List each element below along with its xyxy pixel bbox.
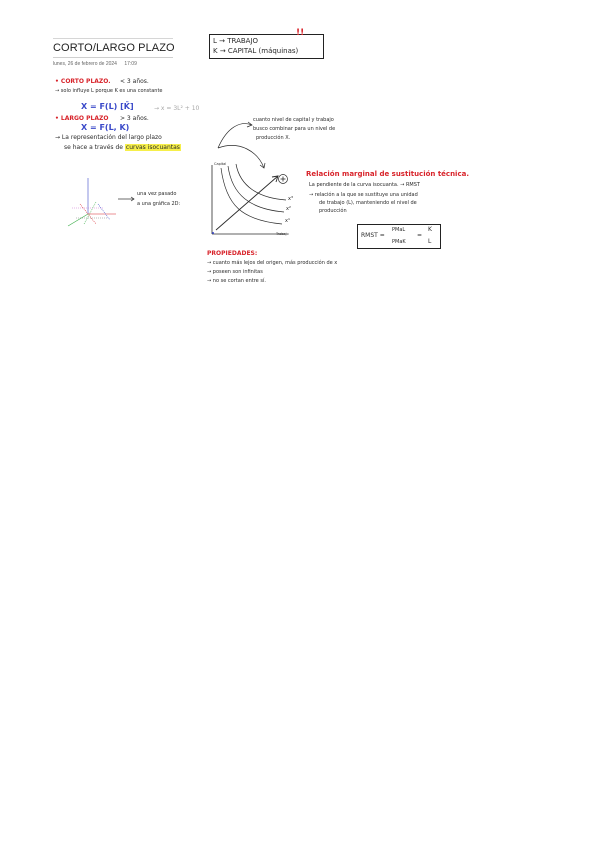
isoquant-curve-x2 (228, 166, 284, 212)
callout-line-2: busco combinar para un nivel de (253, 126, 336, 132)
largo-plazo-formula: X = F(L, K) (81, 123, 130, 132)
exclamation-mark: !! (296, 28, 305, 38)
corto-plazo-formula: X = F(L) [K̄] (81, 102, 134, 111)
curve-label-x1: x¹ (285, 218, 290, 224)
rmst-formula-numerator: PMaL (392, 227, 406, 233)
properties-title: PROPIEDADES: (207, 250, 258, 257)
view3d-line-1: una vez pasado (137, 191, 177, 197)
property-item-1: → cuanto más lejos del origen, más producción de x (207, 260, 338, 266)
rmst-line-3: de trabajo (L), manteniendo el nivel de (319, 200, 417, 206)
legend-trabajo: L → TRABAJO (213, 37, 259, 45)
graph-y-label: Capital (214, 162, 227, 166)
sketch-3d-axes (68, 178, 116, 226)
view3d-line-2: a una gráfica 2D: (137, 201, 181, 207)
curve-label-x3: x³ (288, 196, 293, 202)
isoquant-graph (212, 164, 288, 234)
note-time: 17:09 (124, 61, 137, 67)
graph-x-label: Trabajo (276, 232, 289, 236)
view3d-arrow (118, 197, 134, 201)
callout-arrow (218, 122, 265, 168)
callout-line-1: cuanto nivel de capital y trabajo (253, 117, 334, 123)
rmst-line-2: → relación a la que se sustituye una unidad (309, 192, 418, 198)
corto-plazo-description: → solo influye L porque K es una constante (55, 88, 163, 94)
callout-line-3: producción X. (256, 135, 291, 141)
rmst-formula-left: RMST = (361, 232, 385, 239)
rmst-line-1: La pendiente de la curva isocuanta. → RMST (309, 182, 420, 188)
curve-label-x2: x² (286, 206, 291, 212)
representacion-prefix: se hace a través de (64, 144, 123, 151)
note-date: lunes, 26 de febrero de 2024 (53, 61, 117, 67)
page-title: CORTO/LARGO PLAZO (53, 42, 175, 54)
property-item-3: → no se cortan entre sí. (207, 278, 266, 284)
rmst-formula-l: L (428, 238, 432, 245)
legend-capital: K → CAPITAL (máquinas) (213, 47, 299, 55)
rmst-formula-k: K (428, 226, 432, 233)
representacion-line-1: → La representación del largo plazo (55, 134, 162, 141)
isoquant-curve-x3 (236, 164, 286, 200)
largo-plazo-label: • LARGO PLAZO (55, 115, 109, 122)
corto-plazo-label: • CORTO PLAZO. (55, 78, 111, 85)
rmst-title: Relación marginal de sustitución técnica. (306, 170, 469, 178)
corto-plazo-years: < 3 años. (120, 78, 149, 85)
corto-plazo-example: → x = 3L² + 10 (154, 105, 200, 112)
rmst-formula-denominator: PMaK (392, 239, 406, 245)
rmst-formula-equals: = (417, 232, 423, 239)
rmst-line-4: producción (319, 208, 347, 214)
isocuantas-highlight: curvas isocuantas (125, 144, 180, 151)
largo-plazo-years: > 3 años. (120, 115, 149, 122)
property-item-2: → poseen son infinitas (207, 269, 263, 275)
